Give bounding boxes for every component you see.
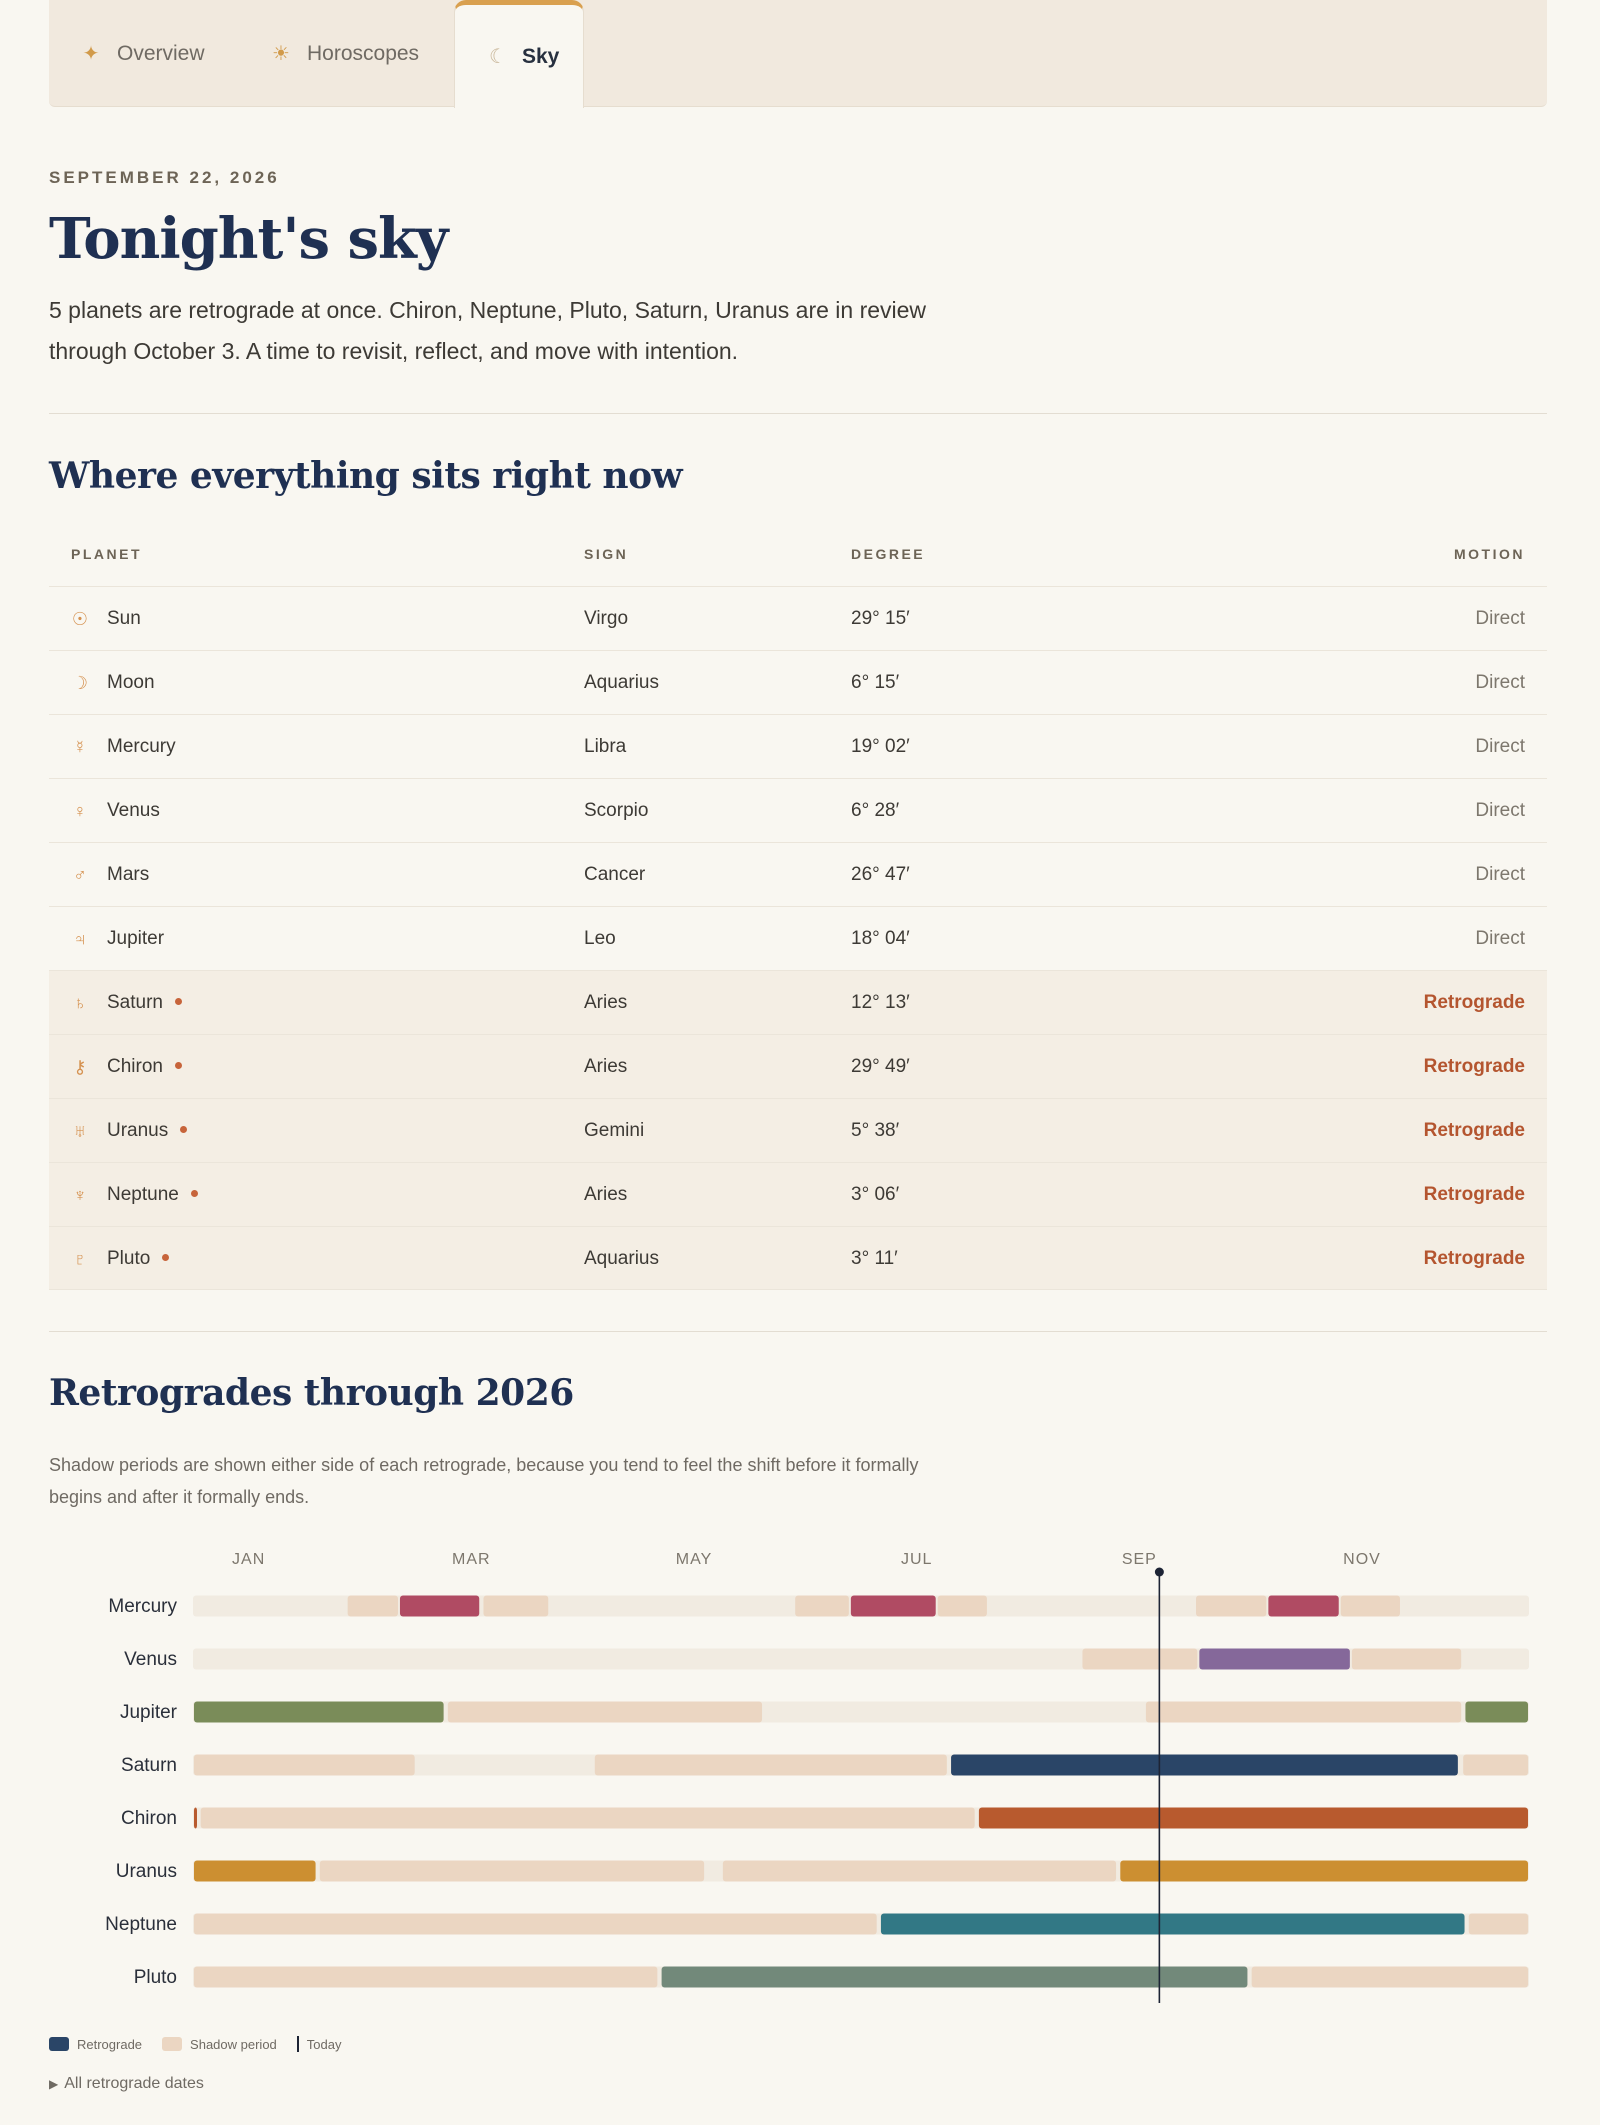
planet-name-cell	[107, 1035, 182, 1099]
retrograde-bar	[194, 1808, 197, 1829]
page-date: SEPTEMBER 22, 2026	[49, 168, 280, 187]
table-row	[49, 650, 1547, 714]
sign-cell: Gemini	[584, 1120, 645, 1141]
tab-horoscopes[interactable]	[271, 0, 419, 107]
retrograde-timeline-chart	[0, 1530, 1600, 2010]
moon-icon: ☾	[489, 46, 507, 68]
planet-row-label: Chiron	[121, 1808, 177, 1829]
chart-legend	[49, 2036, 361, 2052]
retrogrades-subtext: Shadow periods are shown either side of each retrograde, because you tend to feel the shift before it formally begins and after it formally ends.	[49, 1455, 919, 1507]
planet-name-cell	[107, 715, 176, 779]
retrograde-dot-icon	[180, 1126, 187, 1133]
month-tick-label: NOV	[1343, 1551, 1381, 1568]
tab-sky[interactable]	[454, 0, 584, 108]
planet-name: Jupiter	[107, 928, 165, 949]
planet-name: Saturn	[107, 992, 163, 1013]
degree-cell: 12° 13′	[851, 992, 910, 1013]
planet-name-cell	[107, 651, 155, 715]
venus-symbol-icon: ♀	[73, 801, 87, 821]
retrograde-bar	[951, 1755, 1458, 1776]
divider	[49, 413, 1547, 414]
legend-label: Today	[306, 2036, 342, 2052]
sign-cell: Aries	[584, 992, 628, 1013]
retrograde-bar	[1268, 1596, 1338, 1617]
planet-name-cell	[107, 779, 160, 843]
retrograde-dot-icon	[175, 1062, 182, 1069]
table-header	[49, 546, 1547, 586]
retrograde-bar	[979, 1808, 1528, 1829]
planet-name-cell	[107, 1099, 187, 1163]
shadow-period-bar	[1252, 1967, 1528, 1988]
planet-name: Chiron	[107, 1056, 163, 1077]
sun-symbol-icon: ☉	[71, 609, 89, 629]
table-row	[49, 842, 1547, 906]
retrograde-bar	[194, 1861, 316, 1882]
planet-row-label: Mercury	[108, 1596, 177, 1617]
all-retrograde-dates-toggle[interactable]	[49, 2075, 204, 2093]
neptune-symbol-icon: ♆	[73, 1185, 87, 1205]
shadow-period-bar	[194, 1914, 877, 1935]
positions-heading: Where everything sits right now	[49, 455, 683, 497]
retrograde-bar	[1120, 1861, 1528, 1882]
legend-swatch-today	[297, 2036, 299, 2052]
legend-item-today	[297, 2036, 342, 2052]
retrograde-bar	[881, 1914, 1465, 1935]
planet-name: Neptune	[107, 1184, 179, 1205]
table-row	[49, 906, 1547, 970]
column-header-sign: SIGN	[584, 546, 629, 562]
shadow-period-bar	[1469, 1914, 1528, 1935]
degree-cell: 19° 02′	[851, 736, 910, 757]
legend-swatch-shadow	[162, 2037, 182, 2051]
retrograde-dot-icon	[191, 1190, 198, 1197]
divider	[49, 1331, 1547, 1332]
shadow-period-bar	[348, 1596, 398, 1617]
shadow-period-bar	[795, 1596, 849, 1617]
table-row	[49, 714, 1547, 778]
sign-cell: Scorpio	[584, 800, 649, 821]
page-title: Tonight's sky	[49, 206, 448, 272]
table-row	[49, 586, 1547, 650]
tab-label: Horoscopes	[307, 41, 420, 65]
table-row	[49, 1162, 1547, 1226]
sign-cell: Cancer	[584, 864, 646, 885]
retrograde-dot-icon	[175, 998, 182, 1005]
tab-label: Sky	[522, 44, 560, 68]
motion-cell: Direct	[1475, 736, 1525, 757]
degree-cell: 5° 38′	[851, 1120, 900, 1141]
planet-name: Moon	[107, 672, 155, 693]
planet-name-cell	[107, 1163, 198, 1227]
motion-cell: Direct	[1475, 864, 1525, 885]
retrograde-bar	[194, 1702, 444, 1723]
today-marker	[1155, 1568, 1164, 1577]
table-row	[49, 1034, 1547, 1098]
table-row	[49, 778, 1547, 842]
planet-row-label: Jupiter	[119, 1702, 177, 1723]
shadow-period-bar	[723, 1861, 1116, 1882]
month-tick-label: MAR	[452, 1551, 491, 1568]
planet-name: Mercury	[107, 736, 176, 757]
planet-name: Venus	[107, 800, 160, 821]
degree-cell: 6° 15′	[851, 672, 900, 693]
jupiter-symbol-icon: ♃	[73, 929, 87, 949]
shadow-period-bar	[448, 1702, 762, 1723]
mars-symbol-icon: ♂	[73, 865, 87, 885]
retrograde-bar	[851, 1596, 936, 1617]
column-header-degree: DEGREE	[851, 546, 926, 562]
sparkle-icon: ✦	[82, 43, 100, 65]
sign-cell: Aries	[584, 1184, 628, 1205]
shadow-period-bar	[1082, 1649, 1197, 1670]
degree-cell: 6° 28′	[851, 800, 900, 821]
column-header-planet: PLANET	[71, 546, 142, 562]
table-row	[49, 970, 1547, 1034]
retrogrades-heading: Retrogrades through 2026	[49, 1372, 574, 1414]
month-tick-label: MAY	[675, 1551, 713, 1568]
planet-row-label: Uranus	[115, 1861, 177, 1882]
retrograde-bar	[400, 1596, 479, 1617]
shadow-period-bar	[1146, 1702, 1461, 1723]
sun-icon: ☀	[272, 43, 290, 65]
retrograde-bar	[1199, 1649, 1350, 1670]
saturn-symbol-icon: ♄	[73, 993, 87, 1013]
degree-cell: 29° 49′	[851, 1056, 910, 1077]
shadow-period-bar	[1463, 1755, 1528, 1776]
planet-table	[49, 586, 1547, 1290]
moon-symbol-icon: ☽	[71, 673, 89, 693]
planet-name: Sun	[107, 608, 141, 629]
shadow-period-bar	[1341, 1596, 1400, 1617]
retrograde-dot-icon	[162, 1254, 169, 1261]
column-header-motion: MOTION	[1454, 546, 1525, 562]
planet-name-cell	[107, 907, 164, 971]
planet-name-cell	[107, 1227, 169, 1291]
legend-label: Shadow period	[190, 2036, 277, 2052]
legend-item-shadow	[162, 2037, 277, 2052]
shadow-period-bar	[194, 1967, 657, 1988]
degree-cell: 3° 11′	[851, 1248, 898, 1269]
uranus-symbol-icon: ♅	[73, 1121, 87, 1141]
sign-cell: Aquarius	[584, 1248, 659, 1269]
planet-name: Uranus	[107, 1120, 169, 1141]
planet-name-cell	[107, 843, 149, 907]
motion-cell: Retrograde	[1423, 1184, 1525, 1205]
sign-cell: Aquarius	[584, 672, 659, 693]
intro-text: 5 planets are retrograde at once. Chiron, Neptune, Pluto, Saturn, Uranus are in review through October 3. A time to revisit, reflect, and move with intention.	[49, 297, 927, 364]
legend-swatch-retrograde	[49, 2037, 69, 2051]
motion-cell: Retrograde	[1423, 1056, 1525, 1077]
degree-cell: 26° 47′	[851, 864, 910, 885]
month-tick-label: SEP	[1121, 1551, 1157, 1568]
degree-cell: 18° 04′	[851, 928, 910, 949]
shadow-period-bar	[938, 1596, 987, 1617]
table-row	[49, 1226, 1547, 1290]
chiron-symbol-icon: ⚷	[73, 1057, 87, 1077]
sign-cell: Virgo	[584, 608, 629, 629]
shadow-period-bar	[1196, 1596, 1266, 1617]
shadow-period-bar	[483, 1596, 548, 1617]
shadow-period-bar	[595, 1755, 947, 1776]
shadow-period-bar	[194, 1755, 415, 1776]
motion-cell: Retrograde	[1423, 992, 1525, 1013]
motion-cell: Direct	[1475, 928, 1525, 949]
planet-row-label: Neptune	[105, 1914, 177, 1935]
shadow-period-bar	[320, 1861, 704, 1882]
shadow-period-bar	[201, 1808, 975, 1829]
sign-cell: Libra	[584, 736, 627, 757]
month-tick-label: JAN	[232, 1551, 266, 1568]
legend-item-retrograde	[49, 2037, 142, 2052]
planet-row-label: Saturn	[121, 1755, 177, 1776]
degree-cell: 3° 06′	[851, 1184, 900, 1205]
planet-row-label: Pluto	[133, 1967, 177, 1988]
retrograde-bar	[1465, 1702, 1528, 1723]
legend-label: Retrograde	[77, 2036, 143, 2052]
degree-cell: 29° 15′	[851, 608, 910, 629]
pluto-symbol-icon: ♇	[73, 1249, 87, 1269]
planet-name: Mars	[107, 864, 150, 885]
tab-overview[interactable]	[81, 0, 205, 107]
triangle-right-icon: ▶	[49, 2077, 59, 2091]
planet-name-cell	[107, 971, 182, 1035]
planet-name-cell	[107, 587, 141, 651]
motion-cell: Direct	[1475, 672, 1525, 693]
tab-label: Overview	[117, 41, 205, 65]
motion-cell: Retrograde	[1423, 1248, 1525, 1269]
sign-cell: Aries	[584, 1056, 628, 1077]
motion-cell: Direct	[1475, 800, 1525, 821]
planet-name: Pluto	[107, 1248, 151, 1269]
sign-cell: Leo	[584, 928, 616, 949]
motion-cell: Retrograde	[1423, 1120, 1525, 1141]
tab-bar	[49, 0, 1547, 107]
details-label: All retrograde dates	[64, 2075, 204, 2092]
month-tick-label: JUL	[900, 1551, 933, 1568]
mercury-symbol-icon: ☿	[73, 737, 87, 757]
motion-cell: Direct	[1475, 608, 1525, 629]
table-row	[49, 1098, 1547, 1162]
planet-row-label: Venus	[124, 1649, 177, 1670]
shadow-period-bar	[1352, 1649, 1461, 1670]
